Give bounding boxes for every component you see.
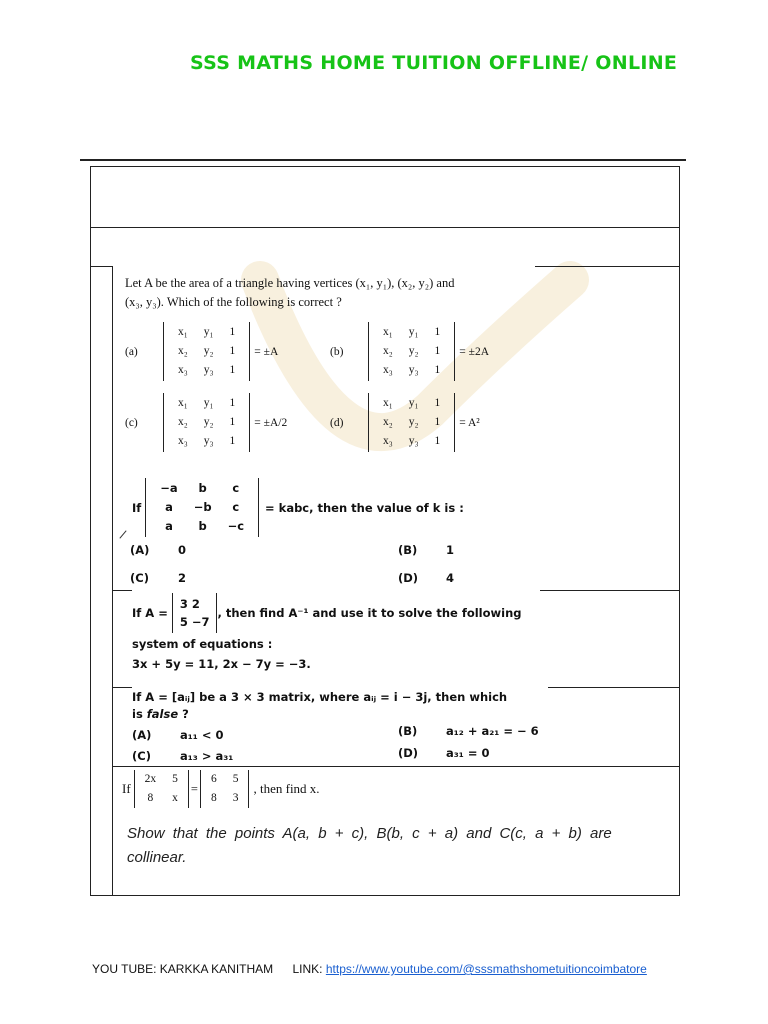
matrix-cell: 1 bbox=[229, 435, 236, 447]
header-rule bbox=[80, 159, 686, 161]
q4-option bbox=[398, 724, 539, 738]
matrix-cell: b bbox=[198, 519, 207, 533]
q5-left-determinant bbox=[134, 770, 189, 808]
matrix-cell: a bbox=[165, 519, 173, 533]
matrix-cell: y₃ bbox=[203, 435, 214, 447]
matrix-cell: 3 bbox=[232, 792, 239, 804]
matrix-cell: −7 bbox=[191, 615, 210, 629]
q2-grid bbox=[152, 479, 252, 536]
matrix-cell: 1 bbox=[229, 397, 236, 409]
matrix-cell: c bbox=[232, 481, 240, 495]
matrix-cell: 1 bbox=[229, 364, 236, 376]
matrix-cell: 1 bbox=[434, 345, 441, 357]
option-determinant bbox=[163, 322, 250, 381]
matrix-cell: 1 bbox=[434, 364, 441, 376]
matrix-cell: y₁ bbox=[203, 397, 214, 409]
q1-stem-line1: Let A be the area of a triangle having vertices (x₁, y₁), (x₂, y₂) and bbox=[125, 276, 455, 290]
row-divider bbox=[535, 266, 680, 267]
q6-line2: collinear. bbox=[127, 849, 187, 866]
option-value: a₁₃ > a₃₁ bbox=[180, 749, 234, 763]
q4-option bbox=[132, 749, 233, 763]
matrix-cell: 1 bbox=[434, 416, 441, 428]
matrix-cell: 6 bbox=[210, 773, 217, 785]
footer-youtube: YOU TUBE: KARKKA KANITHAM bbox=[92, 962, 274, 976]
q5-right-determinant bbox=[200, 770, 250, 808]
row-divider bbox=[548, 687, 680, 688]
option-rhs: = ±2A bbox=[459, 345, 490, 358]
q1-option bbox=[330, 322, 489, 381]
determinant-grid bbox=[375, 394, 448, 451]
matrix-cell: y₁ bbox=[408, 397, 419, 409]
option-rhs: = ±A bbox=[254, 345, 279, 358]
matrix-cell: 1 bbox=[229, 416, 236, 428]
matrix-cell: x₂ bbox=[178, 416, 188, 428]
option-label: (d) bbox=[330, 416, 344, 429]
column-divider bbox=[112, 266, 113, 896]
row-divider bbox=[112, 687, 132, 688]
matrix-cell: 8 bbox=[210, 792, 217, 804]
option-determinant bbox=[368, 393, 455, 452]
matrix-cell: x₃ bbox=[383, 435, 393, 447]
option-label: (D) bbox=[398, 746, 419, 760]
q2-if: If bbox=[132, 500, 142, 515]
option-label: (c) bbox=[125, 416, 138, 429]
q4-line2: is false ? bbox=[132, 707, 189, 721]
option-label: (C) bbox=[130, 571, 149, 585]
matrix-cell: y₁ bbox=[408, 326, 419, 338]
option-label: (B) bbox=[398, 724, 418, 738]
matrix-cell: b bbox=[198, 481, 207, 495]
determinant-grid bbox=[375, 323, 448, 380]
matrix-cell: 5 bbox=[172, 773, 178, 785]
row-divider bbox=[90, 227, 680, 228]
q1-option bbox=[125, 322, 278, 381]
option-label: (A) bbox=[130, 543, 150, 557]
question-1 bbox=[125, 276, 545, 310]
question-4 bbox=[132, 690, 552, 721]
matrix-cell: y₃ bbox=[408, 435, 419, 447]
matrix-cell: y₂ bbox=[203, 416, 214, 428]
matrix-cell: x bbox=[172, 792, 178, 804]
q3-if: If A = bbox=[132, 606, 168, 620]
matrix-cell: x₂ bbox=[178, 345, 188, 357]
q3-matrix bbox=[172, 593, 218, 633]
row-divider bbox=[540, 590, 680, 591]
matrix-cell: 1 bbox=[434, 326, 441, 338]
matrix-cell: a bbox=[165, 500, 173, 514]
matrix-cell: −a bbox=[160, 481, 178, 495]
q3-line2: system of equations : bbox=[132, 637, 273, 651]
determinant-grid bbox=[170, 394, 243, 451]
option-label: (A) bbox=[132, 728, 152, 742]
row-divider bbox=[90, 266, 112, 267]
q3-grid bbox=[177, 594, 213, 632]
footer-link[interactable]: https://www.youtube.com/@sssmathshometuitioncoimbatore bbox=[325, 962, 647, 976]
determinant-grid bbox=[170, 323, 243, 380]
q2-rest: = kabc, then the value of k is : bbox=[265, 500, 464, 515]
option-label: (b) bbox=[330, 345, 344, 358]
option-determinant bbox=[163, 393, 250, 452]
q5-equals: = bbox=[190, 781, 198, 796]
question-2 bbox=[132, 478, 464, 537]
option-determinant bbox=[368, 322, 455, 381]
q4-line1: If A = [aᵢⱼ] be a 3 × 3 matrix, where aᵢⱼ = i − 3j, then which bbox=[132, 690, 508, 704]
row-divider bbox=[112, 766, 680, 767]
q5-if: If bbox=[122, 781, 131, 796]
matrix-cell: x₃ bbox=[383, 364, 393, 376]
footer bbox=[92, 962, 647, 976]
q5-left-grid bbox=[137, 770, 186, 808]
q3-rest: , then find A⁻¹ and use it to solve the following bbox=[217, 606, 522, 620]
matrix-cell: y₁ bbox=[203, 326, 214, 338]
row-divider bbox=[112, 590, 132, 591]
question-5 bbox=[122, 770, 320, 808]
matrix-cell: x₃ bbox=[178, 364, 188, 376]
page-title: SSS MATHS HOME TUITION OFFLINE/ ONLINE bbox=[190, 52, 678, 74]
matrix-cell: 1 bbox=[434, 397, 441, 409]
matrix-cell: −c bbox=[227, 519, 245, 533]
matrix-cell: x₂ bbox=[383, 416, 393, 428]
option-value: a₁₂ + a₂₁ = − 6 bbox=[446, 724, 539, 738]
matrix-cell: c bbox=[232, 500, 240, 514]
option-value: a₁₁ < 0 bbox=[180, 728, 224, 742]
q1-option bbox=[330, 393, 480, 452]
matrix-cell: x₁ bbox=[383, 326, 393, 338]
q5-rest: , then find x. bbox=[253, 781, 320, 796]
matrix-cell: y₃ bbox=[203, 364, 214, 376]
matrix-cell: x₁ bbox=[178, 397, 188, 409]
matrix-cell: x₁ bbox=[178, 326, 188, 338]
matrix-cell: 1 bbox=[434, 435, 441, 447]
option-value: 0 bbox=[178, 543, 187, 557]
matrix-cell: x₃ bbox=[178, 435, 188, 447]
matrix-cell: x₁ bbox=[383, 397, 393, 409]
question-6 bbox=[127, 822, 617, 870]
q5-right-grid bbox=[203, 770, 247, 808]
matrix-cell: 5 bbox=[232, 773, 239, 785]
option-value: 2 bbox=[178, 571, 187, 585]
option-label: (C) bbox=[132, 749, 151, 763]
q2-option bbox=[130, 571, 186, 585]
q1-option bbox=[125, 393, 287, 452]
q4-option bbox=[398, 746, 489, 760]
footer-link-label: LINK: bbox=[292, 962, 323, 976]
option-value: 4 bbox=[446, 571, 455, 585]
q1-stem-line2: (x₃, y₃). Which of the following is correct ? bbox=[125, 295, 342, 309]
q4-false-word: false bbox=[146, 707, 179, 721]
option-value: 1 bbox=[446, 543, 455, 557]
q3-line3: 3x + 5y = 11, 2x − 7y = −3. bbox=[132, 657, 311, 671]
option-rhs: = A² bbox=[459, 416, 480, 429]
option-label: (B) bbox=[398, 543, 418, 557]
matrix-cell: 8 bbox=[147, 792, 154, 804]
q2-option bbox=[398, 543, 454, 557]
matrix-cell: y₂ bbox=[408, 416, 419, 428]
option-rhs: = ±A/2 bbox=[254, 416, 288, 429]
option-label: (a) bbox=[125, 345, 138, 358]
matrix-cell: 1 bbox=[229, 345, 236, 357]
option-value: a₃₁ = 0 bbox=[446, 746, 490, 760]
matrix-cell: x₂ bbox=[383, 345, 393, 357]
q4-option bbox=[132, 728, 223, 742]
matrix-cell: 2 bbox=[191, 597, 200, 611]
matrix-cell: 5 bbox=[179, 615, 188, 629]
question-3 bbox=[132, 593, 522, 671]
q2-option bbox=[130, 543, 186, 557]
q6-line1: Show that the points A(a, b + c), B(b, c + a) and C(c, a + b) are bbox=[127, 825, 612, 842]
matrix-cell: y₂ bbox=[203, 345, 214, 357]
matrix-cell: −b bbox=[193, 500, 212, 514]
matrix-cell: 3 bbox=[179, 597, 188, 611]
matrix-cell: y₂ bbox=[408, 345, 419, 357]
q2-determinant bbox=[145, 478, 259, 537]
matrix-cell: y₃ bbox=[408, 364, 419, 376]
option-label: (D) bbox=[398, 571, 419, 585]
matrix-cell: 1 bbox=[229, 326, 236, 338]
matrix-cell: 2x bbox=[144, 773, 157, 785]
q2-option bbox=[398, 571, 454, 585]
